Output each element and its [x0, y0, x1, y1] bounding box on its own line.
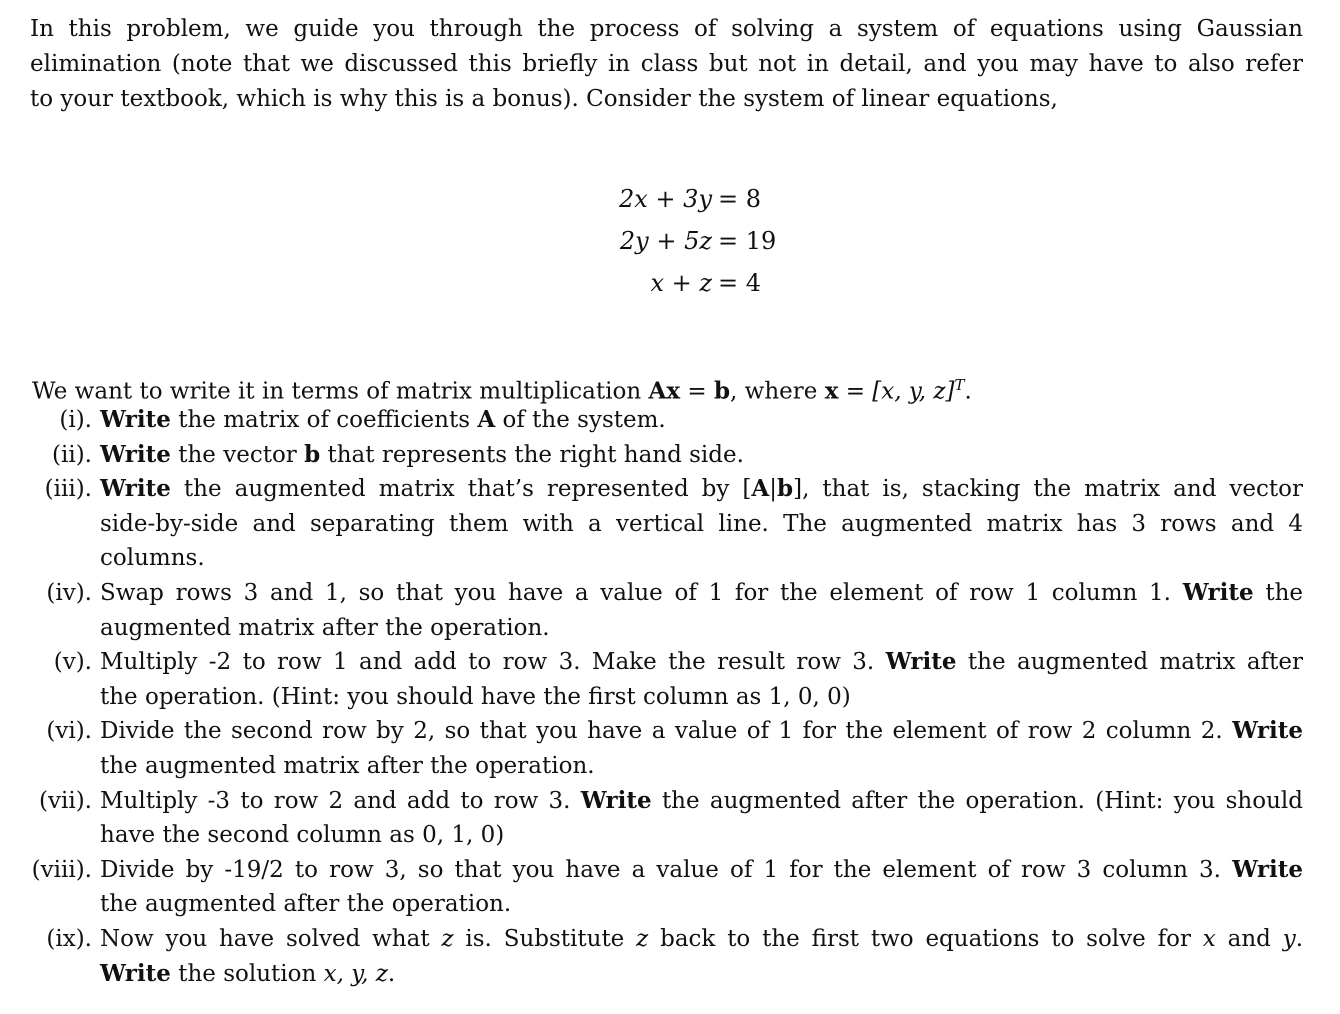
write-keyword: Write	[100, 440, 171, 468]
item-text: and	[1215, 925, 1283, 952]
write-keyword: Write	[100, 475, 171, 503]
math-variable: z	[636, 925, 649, 952]
want-mid: , where	[730, 378, 825, 405]
item-number: (i).	[59, 407, 92, 433]
equation-row	[540, 178, 780, 220]
math-variable: x, y, z	[323, 960, 388, 987]
item-text: Swap rows 3 and 1, so that you have a value of 1 for the element of row 1 column 1.	[100, 579, 1183, 606]
item-text: have the second column as 0, 1, 0)	[100, 822, 505, 849]
item-text: the augmented matrix after	[956, 649, 1303, 676]
item-text: the operation. (Hint: you should have the first column as 1, 0, 0)	[100, 683, 851, 710]
item-symbol: A	[477, 406, 496, 433]
want-end: .	[964, 378, 972, 405]
item-text: augmented matrix after the operation.	[100, 614, 550, 641]
item-symbol: b	[777, 475, 794, 503]
item-text: the augmented after the operation.	[100, 891, 512, 918]
item-number: (ii).	[52, 441, 92, 468]
item-text: the	[1253, 579, 1303, 606]
equation-lhs: 2y + 5z	[619, 227, 712, 255]
item-number: (ix).	[46, 925, 92, 952]
equation-lhs: 2x + 3y	[619, 185, 712, 213]
equation-system	[540, 178, 780, 304]
item-text: columns.	[100, 545, 205, 572]
question-item-iv	[0, 576, 1340, 645]
item-number: (vii).	[39, 787, 92, 814]
item-text: that represents the right hand side.	[320, 441, 744, 468]
write-keyword: Write	[1232, 855, 1303, 883]
intro-line-1: In this problem, we guide you through the process of solving a system of equations using Gaussian	[30, 16, 1303, 42]
item-text: ], that is, stacking the matrix and vector	[793, 476, 1303, 503]
write-keyword: Write	[100, 406, 171, 433]
question-item-vi	[0, 714, 1340, 783]
write-keyword: Write	[100, 959, 171, 987]
item-number: (viii).	[31, 856, 92, 883]
equation-row	[540, 262, 780, 304]
item-number: (iv).	[46, 579, 92, 606]
question-item-viii	[0, 853, 1340, 922]
want-eq: =	[680, 378, 714, 405]
intro-paragraph	[30, 12, 1303, 117]
question-item-v	[0, 645, 1340, 714]
math-variable: z	[441, 925, 454, 952]
write-keyword: Write	[1182, 578, 1254, 606]
item-text: of the system.	[495, 407, 666, 433]
equation-rhs: = 4	[718, 269, 762, 297]
write-keyword: Write	[1232, 717, 1303, 745]
write-keyword: Write	[580, 786, 652, 814]
item-number: (vi).	[46, 718, 92, 745]
intro-line-2: elimination (note that we discussed this briefly in class but not in detail, and you may have to also refer	[30, 51, 1303, 77]
item-text: back to the first two equations to solve for	[648, 925, 1203, 952]
item-text: Divide by -19/2 to row 3, so that you have a value of 1 for the element of row 3 column 3.	[100, 856, 1233, 883]
want-transpose: T	[954, 376, 965, 394]
question-item-ii	[0, 438, 1340, 473]
item-text: Now you have solved what	[100, 925, 442, 952]
question-item-vii	[0, 784, 1340, 853]
question-item-i	[0, 403, 1340, 438]
question-item-ix	[0, 922, 1340, 991]
item-text: side-by-side and separating them with a vertical line. The augmented matrix has 3 rows and 4	[100, 510, 1303, 537]
math-variable: x	[1202, 925, 1216, 952]
write-keyword: Write	[885, 648, 957, 676]
question-list	[0, 403, 1340, 991]
item-text: the solution	[170, 960, 324, 987]
item-text: the augmented matrix that’s represented by [	[170, 476, 752, 503]
item-text: Divide the second row by 2, so that you have a value of 1 for the element of row 2 column 2.	[100, 718, 1233, 745]
want-b: b	[713, 377, 731, 405]
want-vector: = [x, y, z]	[838, 378, 955, 405]
intro-line-3: to your textbook, which is why this is a bonus). Consider the system of linear equations,	[30, 86, 1058, 112]
equation-rhs: = 8	[718, 185, 762, 213]
want-x: x	[824, 377, 839, 405]
item-text: the vector	[170, 441, 305, 468]
item-text: the augmented matrix after the operation.	[100, 752, 595, 779]
item-text: |	[769, 476, 777, 503]
item-symbol: A	[751, 475, 770, 503]
want-text: We want to write it in terms of matrix multiplication	[32, 378, 649, 405]
question-item-iii	[0, 472, 1340, 576]
want-Ax: Ax	[648, 377, 681, 405]
math-variable: y	[1282, 925, 1296, 952]
item-text: .	[387, 960, 396, 987]
item-text: .	[1295, 925, 1303, 952]
item-number: (v).	[53, 649, 92, 676]
equation-lhs: x + z	[650, 269, 712, 297]
item-number: (iii).	[44, 476, 92, 503]
item-text: the augmented after the operation. (Hint: you should	[651, 787, 1303, 814]
equation-row	[540, 220, 780, 262]
item-symbol: b	[304, 440, 321, 468]
item-text: the matrix of coefficients	[170, 407, 478, 433]
item-text: is. Substitute	[453, 925, 637, 952]
item-text: Multiply -3 to row 2 and add to row 3.	[100, 787, 581, 814]
item-text: Multiply -2 to row 1 and add to row 3. Make the result row 3.	[100, 649, 886, 676]
equation-rhs: = 19	[718, 227, 777, 255]
